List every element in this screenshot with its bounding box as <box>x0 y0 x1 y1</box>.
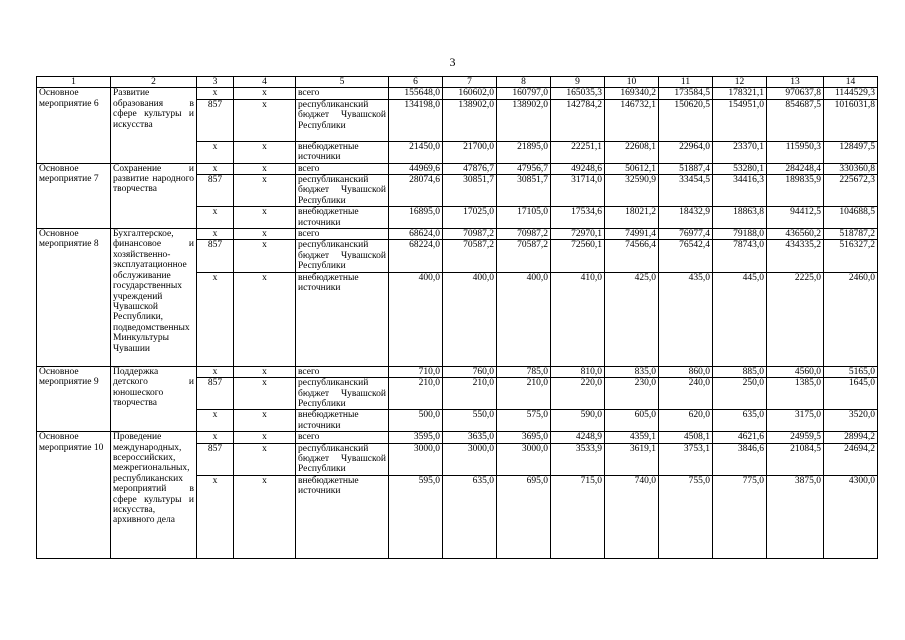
value-cell: 178321,1 <box>713 88 767 99</box>
value-cell: 74566,4 <box>605 240 659 272</box>
code-cell: х <box>234 378 296 410</box>
measure-description: Бухгалтерское, финансовое и хозяйственно-эксплуатационное обслуживание государственных учреждений Чувашской Республики, подведомственных Минкультуры Чувашии <box>111 229 197 367</box>
value-cell: 3533,9 <box>551 443 605 475</box>
code-cell: х <box>197 229 234 240</box>
value-cell: 28994,2 <box>824 432 878 443</box>
value-cell: 4508,1 <box>659 432 713 443</box>
value-cell: 785,0 <box>497 366 551 377</box>
value-cell: 400,0 <box>443 272 497 366</box>
value-cell: 21700,0 <box>443 141 497 163</box>
header-cell: 9 <box>551 77 605 88</box>
value-cell: 575,0 <box>497 410 551 432</box>
measure-description: Поддержка детского и юношеского творчества <box>111 366 197 431</box>
value-cell: 3635,0 <box>443 432 497 443</box>
value-cell: 1645,0 <box>824 378 878 410</box>
code-cell: 857 <box>197 175 234 207</box>
header-cell: 6 <box>389 77 443 88</box>
value-cell: 47876,7 <box>443 163 497 174</box>
value-cell: 435,0 <box>659 272 713 366</box>
value-cell: 436560,2 <box>767 229 824 240</box>
value-cell: 4359,1 <box>605 432 659 443</box>
value-cell: 22251,1 <box>551 141 605 163</box>
value-cell: 18432,9 <box>659 207 713 229</box>
value-cell: 710,0 <box>389 366 443 377</box>
value-cell: 2225,0 <box>767 272 824 366</box>
value-cell: 835,0 <box>605 366 659 377</box>
code-cell: х <box>234 141 296 163</box>
table-row <box>37 163 878 174</box>
header-cell: 14 <box>824 77 878 88</box>
value-cell: 79188,0 <box>713 229 767 240</box>
value-cell: 78743,0 <box>713 240 767 272</box>
value-cell: 160602,0 <box>443 88 497 99</box>
value-cell: 47956,7 <box>497 163 551 174</box>
funding-source: республиканский бюджет Чувашской Республики <box>296 378 389 410</box>
value-cell: 4621,6 <box>713 432 767 443</box>
value-cell: 51887,4 <box>659 163 713 174</box>
value-cell: 3000,0 <box>443 443 497 475</box>
value-cell: 284248,4 <box>767 163 824 174</box>
value-cell: 24959,5 <box>767 432 824 443</box>
value-cell: 30851,7 <box>443 175 497 207</box>
budget-table <box>36 76 878 559</box>
value-cell: 500,0 <box>389 410 443 432</box>
code-cell: х <box>234 272 296 366</box>
value-cell: 44969,6 <box>389 163 443 174</box>
value-cell: 138902,0 <box>443 99 497 141</box>
funding-source: республиканский бюджет Чувашской Республики <box>296 175 389 207</box>
code-cell: 857 <box>197 378 234 410</box>
value-cell: 605,0 <box>605 410 659 432</box>
measure-name: Основное мероприятие 10 <box>37 432 111 559</box>
value-cell: 150620,5 <box>659 99 713 141</box>
header-cell: 10 <box>605 77 659 88</box>
value-cell: 74991,4 <box>605 229 659 240</box>
code-cell: х <box>197 410 234 432</box>
value-cell: 400,0 <box>497 272 551 366</box>
code-cell: х <box>234 163 296 174</box>
value-cell: 3695,0 <box>497 432 551 443</box>
value-cell: 550,0 <box>443 410 497 432</box>
code-cell: х <box>197 272 234 366</box>
value-cell: 70587,2 <box>443 240 497 272</box>
code-cell: 857 <box>197 443 234 475</box>
funding-source: республиканский бюджет Чувашской Республики <box>296 443 389 475</box>
code-cell: х <box>234 475 296 558</box>
value-cell: 154951,0 <box>713 99 767 141</box>
measure-description: Проведение международных, всероссийских, межрегиональных, республиканских мероприятий в сфере культуры и искусства, архивного дела <box>111 432 197 559</box>
header-row <box>37 77 878 88</box>
measure-description: Сохранение и развитие народного творчества <box>111 163 197 228</box>
value-cell: 94412,5 <box>767 207 824 229</box>
value-cell: 22964,0 <box>659 141 713 163</box>
value-cell: 3753,1 <box>659 443 713 475</box>
value-cell: 49248,6 <box>551 163 605 174</box>
value-cell: 210,0 <box>497 378 551 410</box>
table-row <box>37 88 878 99</box>
value-cell: 1385,0 <box>767 378 824 410</box>
funding-source: внебюджетные источники <box>296 207 389 229</box>
value-cell: 21450,0 <box>389 141 443 163</box>
value-cell: 516327,2 <box>824 240 878 272</box>
value-cell: 53280,1 <box>713 163 767 174</box>
value-cell: 18863,8 <box>713 207 767 229</box>
value-cell: 755,0 <box>659 475 713 558</box>
value-cell: 410,0 <box>551 272 605 366</box>
value-cell: 21084,5 <box>767 443 824 475</box>
code-cell: х <box>234 207 296 229</box>
value-cell: 4300,0 <box>824 475 878 558</box>
value-cell: 24694,2 <box>824 443 878 475</box>
funding-source: внебюджетные источники <box>296 410 389 432</box>
value-cell: 30851,7 <box>497 175 551 207</box>
value-cell: 76542,4 <box>659 240 713 272</box>
value-cell: 3619,1 <box>605 443 659 475</box>
value-cell: 1016031,8 <box>824 99 878 141</box>
value-cell: 715,0 <box>551 475 605 558</box>
value-cell: 635,0 <box>713 410 767 432</box>
value-cell: 33454,5 <box>659 175 713 207</box>
value-cell: 240,0 <box>659 378 713 410</box>
measure-name: Основное мероприятие 8 <box>37 229 111 367</box>
header-cell: 13 <box>767 77 824 88</box>
funding-source: республиканский бюджет Чувашской Республики <box>296 99 389 141</box>
measure-name: Основное мероприятие 6 <box>37 88 111 163</box>
funding-source: внебюджетные источники <box>296 475 389 558</box>
value-cell: 3000,0 <box>497 443 551 475</box>
header-cell: 7 <box>443 77 497 88</box>
value-cell: 3875,0 <box>767 475 824 558</box>
value-cell: 854687,5 <box>767 99 824 141</box>
header-cell: 2 <box>111 77 197 88</box>
value-cell: 17105,0 <box>497 207 551 229</box>
value-cell: 70987,2 <box>443 229 497 240</box>
code-cell: х <box>234 240 296 272</box>
value-cell: 18021,2 <box>605 207 659 229</box>
value-cell: 3595,0 <box>389 432 443 443</box>
value-cell: 128497,5 <box>824 141 878 163</box>
value-cell: 4560,0 <box>767 366 824 377</box>
value-cell: 50612,1 <box>605 163 659 174</box>
value-cell: 425,0 <box>605 272 659 366</box>
value-cell: 445,0 <box>713 272 767 366</box>
value-cell: 104688,5 <box>824 207 878 229</box>
code-cell: х <box>234 99 296 141</box>
value-cell: 22608,1 <box>605 141 659 163</box>
header-cell: 12 <box>713 77 767 88</box>
value-cell: 330360,8 <box>824 163 878 174</box>
value-cell: 173584,5 <box>659 88 713 99</box>
value-cell: 400,0 <box>389 272 443 366</box>
value-cell: 70587,2 <box>497 240 551 272</box>
value-cell: 5165,0 <box>824 366 878 377</box>
value-cell: 885,0 <box>713 366 767 377</box>
value-cell: 169340,2 <box>605 88 659 99</box>
code-cell: х <box>197 88 234 99</box>
value-cell: 16895,0 <box>389 207 443 229</box>
measure-name: Основное мероприятие 9 <box>37 366 111 431</box>
code-cell: х <box>197 432 234 443</box>
value-cell: 165035,3 <box>551 88 605 99</box>
value-cell: 68624,0 <box>389 229 443 240</box>
value-cell: 72560,1 <box>551 240 605 272</box>
value-cell: 28074,6 <box>389 175 443 207</box>
value-cell: 225672,3 <box>824 175 878 207</box>
funding-source: республиканский бюджет Чувашской Республики <box>296 240 389 272</box>
value-cell: 695,0 <box>497 475 551 558</box>
measure-description: Развитие образования в сфере культуры и искусства <box>111 88 197 163</box>
value-cell: 189835,9 <box>767 175 824 207</box>
table-row <box>37 229 878 240</box>
value-cell: 3520,0 <box>824 410 878 432</box>
value-cell: 635,0 <box>443 475 497 558</box>
value-cell: 76977,4 <box>659 229 713 240</box>
funding-source: всего <box>296 229 389 240</box>
value-cell: 210,0 <box>443 378 497 410</box>
value-cell: 620,0 <box>659 410 713 432</box>
value-cell: 434335,2 <box>767 240 824 272</box>
value-cell: 138902,0 <box>497 99 551 141</box>
code-cell: х <box>234 410 296 432</box>
value-cell: 160797,0 <box>497 88 551 99</box>
value-cell: 17025,0 <box>443 207 497 229</box>
value-cell: 590,0 <box>551 410 605 432</box>
header-cell: 8 <box>497 77 551 88</box>
measure-name: Основное мероприятие 7 <box>37 163 111 228</box>
value-cell: 21895,0 <box>497 141 551 163</box>
code-cell: х <box>197 366 234 377</box>
code-cell: х <box>234 229 296 240</box>
value-cell: 1144529,3 <box>824 88 878 99</box>
value-cell: 210,0 <box>389 378 443 410</box>
page-number: 3 <box>449 55 456 69</box>
value-cell: 32590,9 <box>605 175 659 207</box>
value-cell: 220,0 <box>551 378 605 410</box>
header-cell: 5 <box>296 77 389 88</box>
code-cell: х <box>197 475 234 558</box>
table-row <box>37 366 878 377</box>
value-cell: 595,0 <box>389 475 443 558</box>
value-cell: 115950,3 <box>767 141 824 163</box>
value-cell: 146732,1 <box>605 99 659 141</box>
table-row <box>37 432 878 443</box>
code-cell: х <box>234 88 296 99</box>
funding-source: всего <box>296 88 389 99</box>
value-cell: 3000,0 <box>389 443 443 475</box>
value-cell: 810,0 <box>551 366 605 377</box>
funding-source: внебюджетные источники <box>296 272 389 366</box>
header-cell: 1 <box>37 77 111 88</box>
code-cell: х <box>234 443 296 475</box>
code-cell: 857 <box>197 240 234 272</box>
value-cell: 72970,1 <box>551 229 605 240</box>
funding-source: внебюджетные источники <box>296 141 389 163</box>
table-body <box>37 88 878 558</box>
funding-source: всего <box>296 432 389 443</box>
value-cell: 760,0 <box>443 366 497 377</box>
value-cell: 3175,0 <box>767 410 824 432</box>
header-cell: 3 <box>197 77 234 88</box>
code-cell: х <box>197 141 234 163</box>
code-cell: х <box>234 432 296 443</box>
value-cell: 155648,0 <box>389 88 443 99</box>
header-cell: 11 <box>659 77 713 88</box>
value-cell: 775,0 <box>713 475 767 558</box>
value-cell: 740,0 <box>605 475 659 558</box>
code-cell: х <box>197 207 234 229</box>
value-cell: 68224,0 <box>389 240 443 272</box>
code-cell: х <box>197 163 234 174</box>
value-cell: 970637,8 <box>767 88 824 99</box>
value-cell: 23370,1 <box>713 141 767 163</box>
value-cell: 230,0 <box>605 378 659 410</box>
value-cell: 518787,2 <box>824 229 878 240</box>
value-cell: 134198,0 <box>389 99 443 141</box>
header-cell: 4 <box>234 77 296 88</box>
value-cell: 860,0 <box>659 366 713 377</box>
value-cell: 250,0 <box>713 378 767 410</box>
code-cell: х <box>234 366 296 377</box>
value-cell: 4248,9 <box>551 432 605 443</box>
value-cell: 17534,6 <box>551 207 605 229</box>
value-cell: 142784,2 <box>551 99 605 141</box>
code-cell: х <box>234 175 296 207</box>
value-cell: 70987,2 <box>497 229 551 240</box>
value-cell: 2460,0 <box>824 272 878 366</box>
code-cell: 857 <box>197 99 234 141</box>
funding-source: всего <box>296 366 389 377</box>
funding-source: всего <box>296 163 389 174</box>
value-cell: 31714,0 <box>551 175 605 207</box>
value-cell: 3846,6 <box>713 443 767 475</box>
value-cell: 34416,3 <box>713 175 767 207</box>
